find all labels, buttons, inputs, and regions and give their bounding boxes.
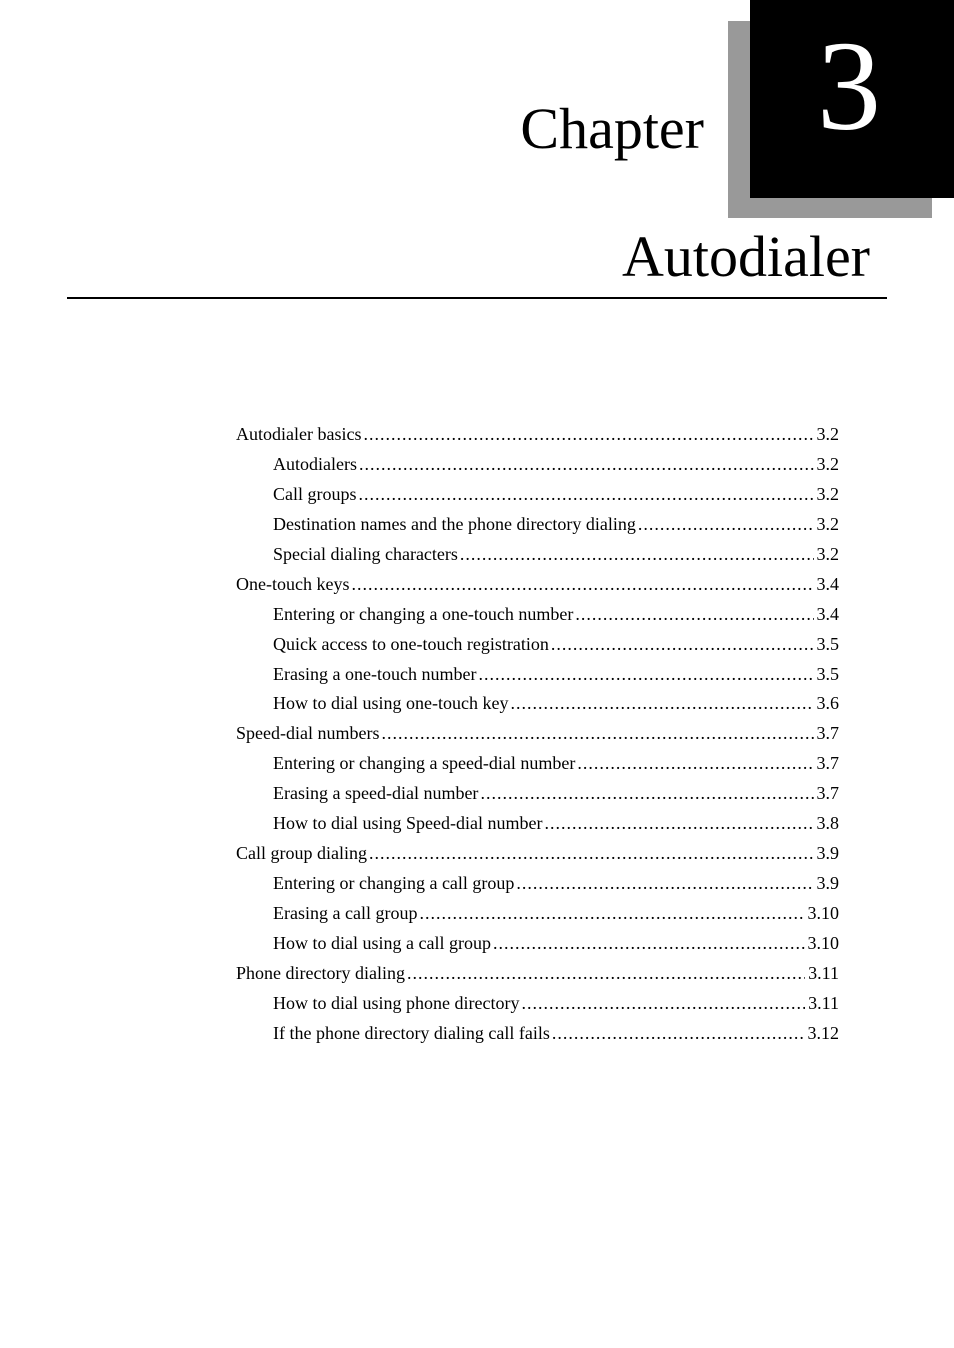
- toc-dot-leader: [363, 420, 813, 450]
- toc-section-entry[interactable]: [236, 719, 839, 749]
- toc-dot-leader: [551, 630, 814, 660]
- toc-subsection-entry[interactable]: [236, 989, 839, 1019]
- toc-entry-label: If the phone directory dialing call fails: [273, 1022, 550, 1043]
- toc-entry-label: How to dial using a call group: [273, 932, 491, 953]
- toc-entry-label: How to dial using phone directory: [273, 992, 520, 1013]
- toc-dot-leader: [575, 600, 813, 630]
- toc-entry-page: 3.2: [816, 453, 839, 474]
- toc-entry-label: Erasing a call group: [273, 903, 418, 923]
- toc-entry-label: Entering or changing a speed-dial number: [273, 753, 576, 774]
- toc-entry-label: Entering or changing a one-touch number: [273, 603, 574, 624]
- toc-entry-label: Call group dialing: [236, 843, 367, 864]
- toc-entry-page: 3.11: [808, 992, 839, 1013]
- chapter-number-box: [750, 0, 954, 198]
- title-rule: [67, 297, 887, 299]
- toc-entry-label: Autodialer basics: [236, 424, 362, 444]
- toc-subsection-entry[interactable]: [236, 779, 839, 809]
- toc-subsection-entry[interactable]: [236, 450, 839, 480]
- toc-subsection-entry[interactable]: [236, 1019, 839, 1049]
- toc-entry-label: How to dial using one-touch key: [273, 693, 509, 714]
- toc-entry-page: 3.2: [816, 483, 839, 504]
- toc-subsection-entry[interactable]: [236, 480, 839, 510]
- toc-subsection-entry[interactable]: [236, 510, 839, 540]
- toc-entry-page: 3.11: [808, 962, 839, 983]
- toc-dot-leader: [544, 809, 813, 839]
- toc-dot-leader: [478, 660, 813, 690]
- toc-entry-label: Call groups: [273, 483, 357, 504]
- toc-entry-page: 3.6: [816, 693, 839, 714]
- toc-dot-leader: [369, 839, 814, 869]
- toc-dot-leader: [552, 1019, 805, 1049]
- toc-section-entry[interactable]: [236, 420, 839, 450]
- toc-entry-page: 3.9: [816, 873, 839, 894]
- toc-dot-leader: [359, 450, 814, 480]
- toc-entry-label: Erasing a one-touch number: [273, 663, 477, 684]
- toc-entry-label: Destination names and the phone directory dialing: [273, 513, 636, 534]
- toc-subsection-entry[interactable]: [236, 809, 839, 839]
- toc-entry-page: 3.10: [807, 903, 839, 923]
- toc-entry-page: 3.2: [816, 543, 839, 564]
- toc-entry-label: Autodialers: [273, 453, 357, 474]
- toc-subsection-entry[interactable]: [236, 600, 839, 630]
- toc-section-entry[interactable]: [236, 959, 839, 989]
- toc-entry-page: 3.7: [816, 723, 839, 744]
- toc-entry-label: How to dial using Speed-dial number: [273, 813, 543, 834]
- toc-dot-leader: [516, 869, 813, 899]
- toc-dot-leader: [521, 989, 805, 1019]
- toc-section-entry[interactable]: [236, 839, 839, 869]
- toc-entry-page: 3.2: [816, 424, 839, 444]
- toc-entry-page: 3.7: [816, 783, 839, 804]
- toc-entry-label: Speed-dial numbers: [236, 723, 380, 744]
- toc-dot-leader: [480, 779, 813, 809]
- table-of-contents: [236, 420, 839, 1049]
- toc-entry-page: 3.4: [816, 603, 839, 624]
- toc-dot-leader: [510, 689, 813, 719]
- toc-entry-page: 3.8: [816, 813, 839, 834]
- chapter-number: 3: [817, 15, 881, 157]
- toc-dot-leader: [359, 480, 814, 510]
- toc-entry-page: 3.9: [816, 843, 839, 864]
- toc-subsection-entry[interactable]: [236, 540, 839, 570]
- toc-entry-label: Special dialing characters: [273, 543, 458, 564]
- toc-entry-page: 3.10: [807, 932, 839, 953]
- toc-section-entry[interactable]: [236, 570, 839, 600]
- toc-subsection-entry[interactable]: [236, 749, 839, 779]
- chapter-title: Autodialer: [621, 224, 870, 289]
- toc-dot-leader: [381, 719, 813, 749]
- toc-dot-leader: [407, 959, 805, 989]
- toc-entry-page: 3.5: [816, 663, 839, 684]
- chapter-label: Chapter: [520, 96, 704, 161]
- toc-entry-page: 3.5: [816, 633, 839, 654]
- toc-subsection-entry[interactable]: [236, 899, 839, 929]
- toc-dot-leader: [460, 540, 814, 570]
- toc-dot-leader: [638, 510, 814, 540]
- toc-entry-label: Quick access to one-touch registration: [273, 633, 549, 654]
- toc-entry-page: 3.7: [816, 753, 839, 774]
- toc-subsection-entry[interactable]: [236, 689, 839, 719]
- toc-entry-label: Phone directory dialing: [236, 962, 405, 983]
- toc-subsection-entry[interactable]: [236, 630, 839, 660]
- toc-entry-page: 3.2: [816, 513, 839, 534]
- toc-dot-leader: [419, 899, 804, 929]
- toc-dot-leader: [351, 570, 813, 600]
- toc-entry-page: 3.12: [807, 1022, 839, 1043]
- toc-subsection-entry[interactable]: [236, 869, 839, 899]
- toc-entry-label: Erasing a speed-dial number: [273, 783, 479, 804]
- toc-dot-leader: [493, 929, 805, 959]
- toc-entry-page: 3.4: [816, 573, 839, 594]
- toc-dot-leader: [577, 749, 813, 779]
- toc-entry-label: Entering or changing a call group: [273, 873, 515, 894]
- toc-subsection-entry[interactable]: [236, 660, 839, 690]
- toc-entry-label: One-touch keys: [236, 573, 350, 594]
- toc-subsection-entry[interactable]: [236, 929, 839, 959]
